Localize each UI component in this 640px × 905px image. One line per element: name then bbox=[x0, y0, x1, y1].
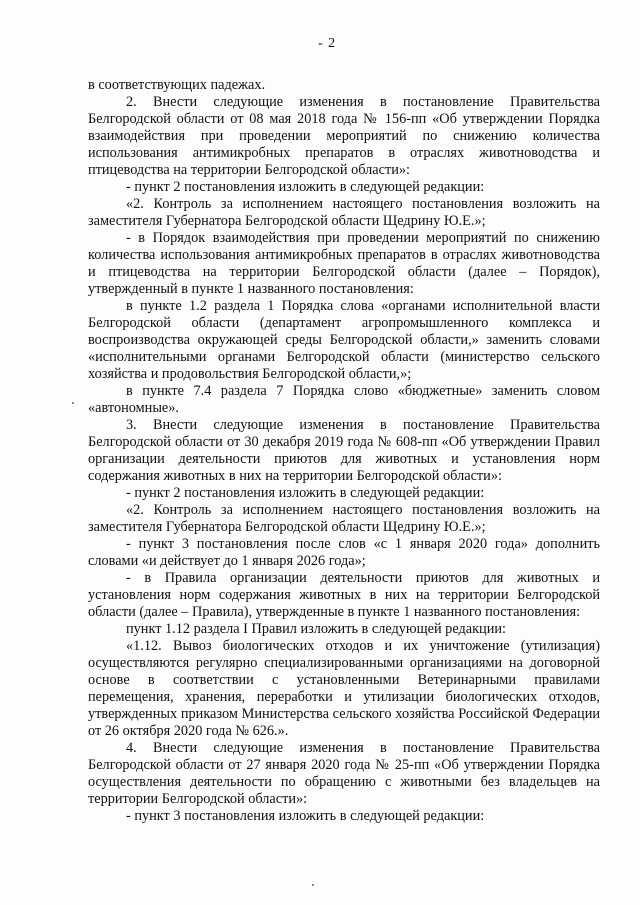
page-number: - 2 bbox=[318, 36, 337, 51]
paragraph: - пункт 2 постановления изложить в следующей редакции: bbox=[126, 485, 485, 501]
paragraph: в пункте 1.2 раздела 1 Порядка слова «органами исполнительной власти Белгородской области (департамент агропромышленного комплекса и воспроизводства окружающей среды Белгородской области,» заменить словами «исполнительными органами Белгородской области (министерство сельского хозяйства и продовольствия Белгородской области,»; bbox=[88, 298, 600, 382]
paragraph: «2. Контроль за исполнением настоящего постановления возложить на заместителя Губернатора Белгородской области Щедрину Ю.Е.»; bbox=[88, 196, 600, 229]
paragraph: 3. Внести следующие изменения в постановление Правительства Белгородской области от 30 декабря 2019 года № 608-пп «Об утверждении Правил организации деятельности приютов для животных и установления норм содержания животных в них на территории Белгородской области»: bbox=[88, 417, 600, 484]
scan-speck bbox=[72, 402, 74, 404]
paragraph: - в Правила организации деятельности приютов для животных и установления норм содержания животных в них на территории Белгородской области (далее – Правила), утвержденные в пункте 1 названного постановления: bbox=[88, 570, 600, 620]
paragraph: - в Порядок взаимодействия при проведении мероприятий по снижению количества использования антимикробных препаратов в отраслях животноводства и птицеводства на территории Белгородской области (далее – Порядок), утвержденный в пункте 1 названного постановления: bbox=[88, 230, 600, 297]
paragraph: - пункт 3 постановления после слов «с 1 января 2020 года» дополнить словами «и действует до 1 января 2026 года»; bbox=[88, 536, 600, 569]
paragraph: «1.12. Вывоз биологических отходов и их уничтожение (утилизация) осуществляются регулярно специализированными организациями на договорной основе в соответствии с установленными Ветеринарными правилами перемещения, хранения, переработки и утилизации биологических отходов, утвержденных приказом Министерства сельского хозяйства Российской Федерации от 26 октября 2020 года № 626.». bbox=[88, 638, 600, 739]
paragraph: 4. Внести следующие изменения в постановление Правительства Белгородской области от 27 января 2020 года № 25-пп «Об утверждении Порядка осуществления деятельности по обращению с животными без владельцев на территории Белгородской области»: bbox=[88, 740, 600, 807]
paragraph: в соответствующих падежах. bbox=[88, 77, 266, 93]
paragraph: 2. Внести следующие изменения в постановление Правительства Белгородской области от 08 мая 2018 года № 156-пп «Об утверждении Порядка взаимодействия при проведении мероприятий по снижению количества использования антимикробных препаратов в отраслях животноводства и птицеводства на территории Белгородской области»: bbox=[88, 94, 600, 178]
paragraph: в пункте 7.4 раздела 7 Порядка слово «бюджетные» заменить словом «автономные». bbox=[88, 383, 600, 416]
paragraph: «2. Контроль за исполнением настоящего постановления возложить на заместителя Губернатора Белгородской области Щедрину Ю.Е.»; bbox=[88, 502, 600, 535]
paragraph: - пункт 3 постановления изложить в следующей редакции: bbox=[126, 808, 485, 824]
paragraph: - пункт 2 постановления изложить в следующей редакции: bbox=[126, 179, 485, 195]
scan-speck bbox=[312, 884, 314, 886]
paragraph: пункт 1.12 раздела I Правил изложить в следующей редакции: bbox=[126, 621, 506, 637]
document-body bbox=[88, 77, 600, 825]
